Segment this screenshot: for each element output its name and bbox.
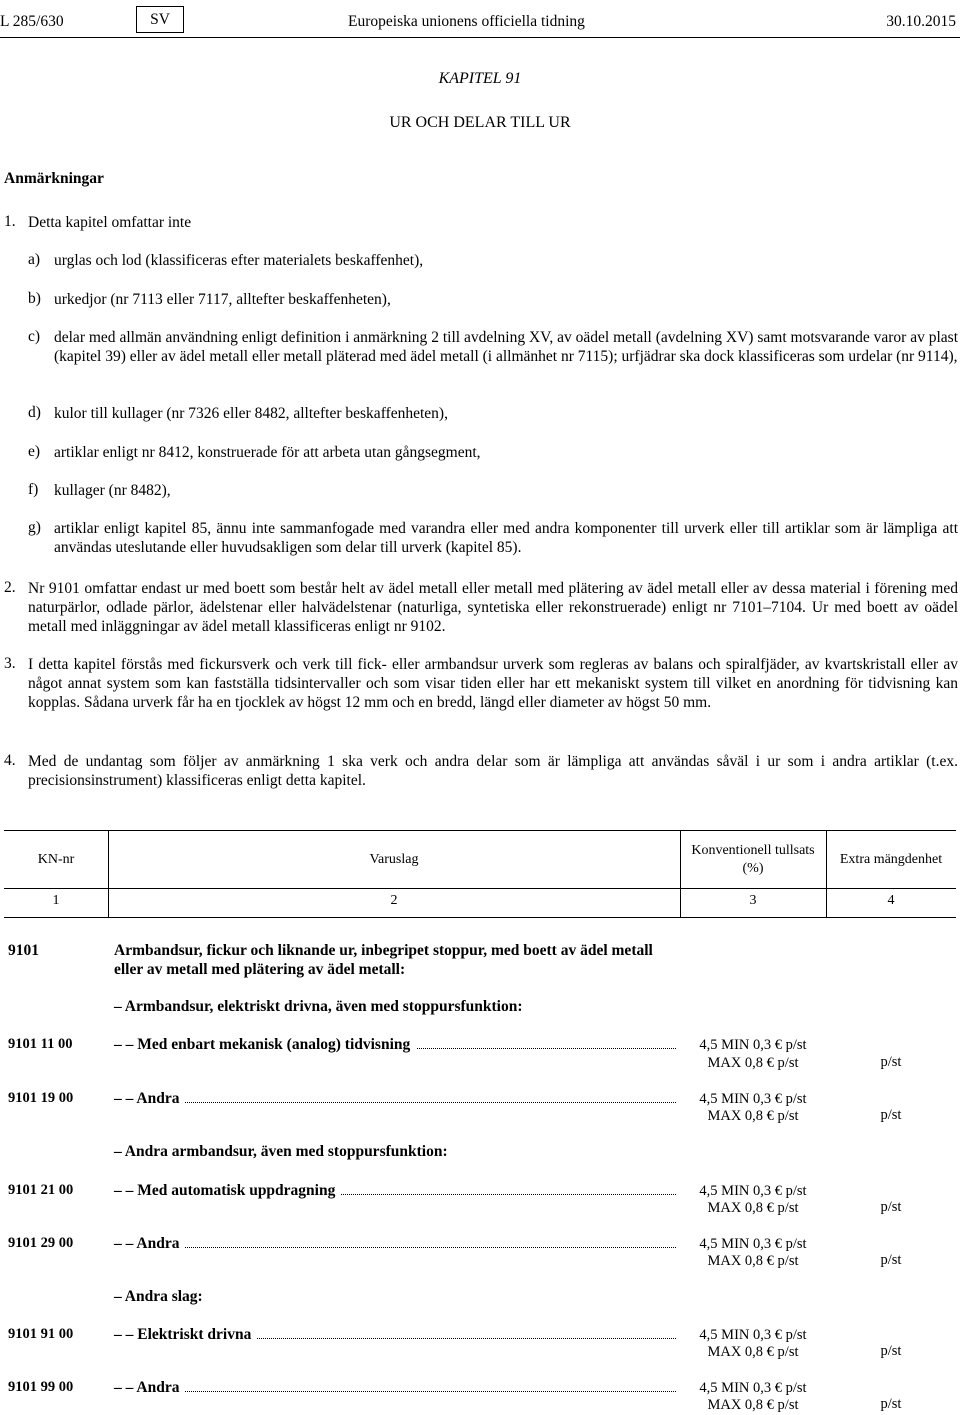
kn-code: 9101 29 00 — [8, 1235, 74, 1251]
kn-code: 9101 99 00 — [8, 1379, 74, 1395]
note-text: Nr 9101 omfattar endast ur med boett som består helt av ädel metall eller metall med plätering av ädel metall eller av dessa material i förening med naturpärlor, odlade pärlor, ädelstenar eller halvädelstenar (naturliga, syntetiska eller rekonstruerade) enligt nr 7101–7104. Ur med boett av oädel metall med inläggningar av ädel metall klassificeras enligt nr 9102. — [28, 580, 958, 635]
heading-code: 9101 — [8, 942, 39, 959]
duty-rate-max: MAX 0,8 € p/st — [707, 1055, 799, 1071]
language-box: SV — [136, 6, 184, 33]
item-text: delar med allmän användning enligt definition i anmärkning 2 till avdelning XV, av oädel metall (avdelning XV) samt motsvarande varor av plast (kapitel 39) eller av ädel metall eller metall pläterad med ädel metall (i allmänhet nr 7115); urfjädrar ska dock klassificeras som urdelar (nr 9114), — [54, 329, 958, 365]
publication-date: 30.10.2015 — [886, 13, 956, 30]
item-label: a) — [28, 251, 41, 268]
note-text: Med de undantag som följer av anmärkning 1 ska verk och andra delar som är lämpliga att användas såväl i ur som i andra artiklar (t.ex. precisionsinstrument) klassificeras enligt detta kapitel. — [28, 753, 958, 789]
column-header: Varuslag — [369, 852, 419, 867]
item-label: g) — [28, 519, 41, 536]
duty-rate-max: MAX 0,8 € p/st — [707, 1108, 799, 1124]
page-reference: L 285/630 — [0, 13, 64, 30]
supplementary-unit: p/st — [880, 1107, 902, 1123]
subheading: – Andra slag: — [114, 1288, 203, 1305]
row-description: – – Med automatisk uppdragning — [114, 1181, 341, 1200]
kn-code: 9101 11 00 — [8, 1036, 73, 1052]
note-number: 4. — [4, 752, 16, 769]
item-text: kullager (nr 8482), — [54, 482, 171, 499]
kn-code: 9101 21 00 — [8, 1182, 74, 1198]
duty-rate: 4,5 MIN 0,3 € p/st — [699, 1236, 807, 1252]
item-label: f) — [28, 481, 39, 498]
row-description: – – Med enbart mekanisk (analog) tidvisning — [114, 1035, 416, 1054]
column-header: Konventionell tullsats (%) — [691, 843, 815, 876]
table-rule — [4, 917, 956, 918]
item-text: urglas och lod (klassificeras efter materialets beskaffenhet), — [54, 252, 424, 269]
duty-rate: 4,5 MIN 0,3 € p/st — [699, 1183, 807, 1199]
item-text: artiklar enligt kapitel 85, ännu inte sammanfogade med varandra eller med andra komponenter till urverk eller till artiklar som är lämpliga att användas uteslutande eller huvudsakligen som delar till urverk (kapitel 85). — [54, 520, 958, 556]
note-text: I detta kapitel förstås med fickursverk och verk till fick- eller armbandsur urverk som regleras av balans och spiralfjäder, av kvartskristall eller av något annat system som kan fastställa tidsintervaller och som visar tiden eller har ett mekaniskt system till vilket en anordning för tidvisning kan kopplas. Sådana urverk får ha en tjocklek av högst 12 mm och en bredd, längd eller diameter av högst 50 mm. — [28, 656, 958, 711]
subheading: – Andra armbandsur, även med stoppursfunktion: — [114, 1143, 448, 1160]
note-number: 3. — [4, 655, 16, 672]
row-description: – – Andra — [114, 1089, 185, 1108]
subheading: – Armbandsur, elektriskt drivna, även med stoppursfunktion: — [114, 998, 523, 1015]
column-header: Extra mängdenhet — [839, 852, 943, 867]
duty-rate-max: MAX 0,8 € p/st — [707, 1344, 799, 1360]
supplementary-unit: p/st — [880, 1396, 902, 1412]
leader-dots — [114, 1391, 676, 1392]
column-number: 3 — [749, 893, 757, 908]
supplementary-unit: p/st — [880, 1199, 902, 1215]
duty-rate-max: MAX 0,8 € p/st — [707, 1253, 799, 1269]
supplementary-unit: p/st — [880, 1343, 902, 1359]
note-number: 1. — [4, 213, 16, 230]
column-header: KN-nr — [37, 852, 75, 867]
item-text: urkedjor (nr 7113 eller 7117, alltefter beskaffenheten), — [54, 291, 391, 308]
duty-rate-max: MAX 0,8 € p/st — [707, 1200, 799, 1216]
table-rule — [4, 888, 956, 889]
table-rule — [4, 830, 956, 831]
item-text: artiklar enligt nr 8412, konstruerade för att arbeta utan gångsegment, — [54, 444, 481, 461]
chapter-number: KAPITEL 91 — [438, 70, 522, 87]
kn-code: 9101 91 00 — [8, 1326, 74, 1342]
page-header — [0, 4, 960, 38]
header-rule — [0, 37, 960, 38]
item-label: e) — [28, 443, 41, 460]
supplementary-unit: p/st — [880, 1054, 902, 1070]
item-label: c) — [28, 328, 41, 345]
journal-title: Europeiska unionens officiella tidning — [348, 13, 585, 30]
note-number: 2. — [4, 579, 16, 596]
row-description: – – Andra — [114, 1234, 185, 1253]
duty-rate: 4,5 MIN 0,3 € p/st — [699, 1037, 807, 1053]
note-text: Detta kapitel omfattar inte — [28, 214, 192, 231]
leader-dots — [114, 1247, 676, 1248]
chapter-title: UR OCH DELAR TILL UR — [389, 114, 571, 131]
supplementary-unit: p/st — [880, 1252, 902, 1268]
row-description: – – Elektriskt drivna — [114, 1325, 257, 1344]
notes-heading: Anmärkningar — [4, 170, 104, 187]
duty-rate: 4,5 MIN 0,3 € p/st — [699, 1327, 807, 1343]
item-label: b) — [28, 290, 41, 307]
item-label: d) — [28, 404, 41, 421]
duty-rate-max: MAX 0,8 € p/st — [707, 1397, 799, 1413]
kn-code: 9101 19 00 — [8, 1090, 74, 1106]
row-description: – – Andra — [114, 1378, 185, 1397]
duty-rate: 4,5 MIN 0,3 € p/st — [699, 1091, 807, 1107]
column-number: 4 — [887, 893, 895, 908]
column-number: 2 — [390, 893, 398, 908]
heading-description: Armbandsur, fickur och liknande ur, inbegripet stoppur, med boett av ädel metall eller av metall med plätering av ädel metall: — [114, 942, 653, 978]
column-number: 1 — [52, 893, 60, 908]
leader-dots — [114, 1102, 676, 1103]
item-text: kulor till kullager (nr 7326 eller 8482, alltefter beskaffenheten), — [54, 405, 448, 422]
duty-rate: 4,5 MIN 0,3 € p/st — [699, 1380, 807, 1396]
